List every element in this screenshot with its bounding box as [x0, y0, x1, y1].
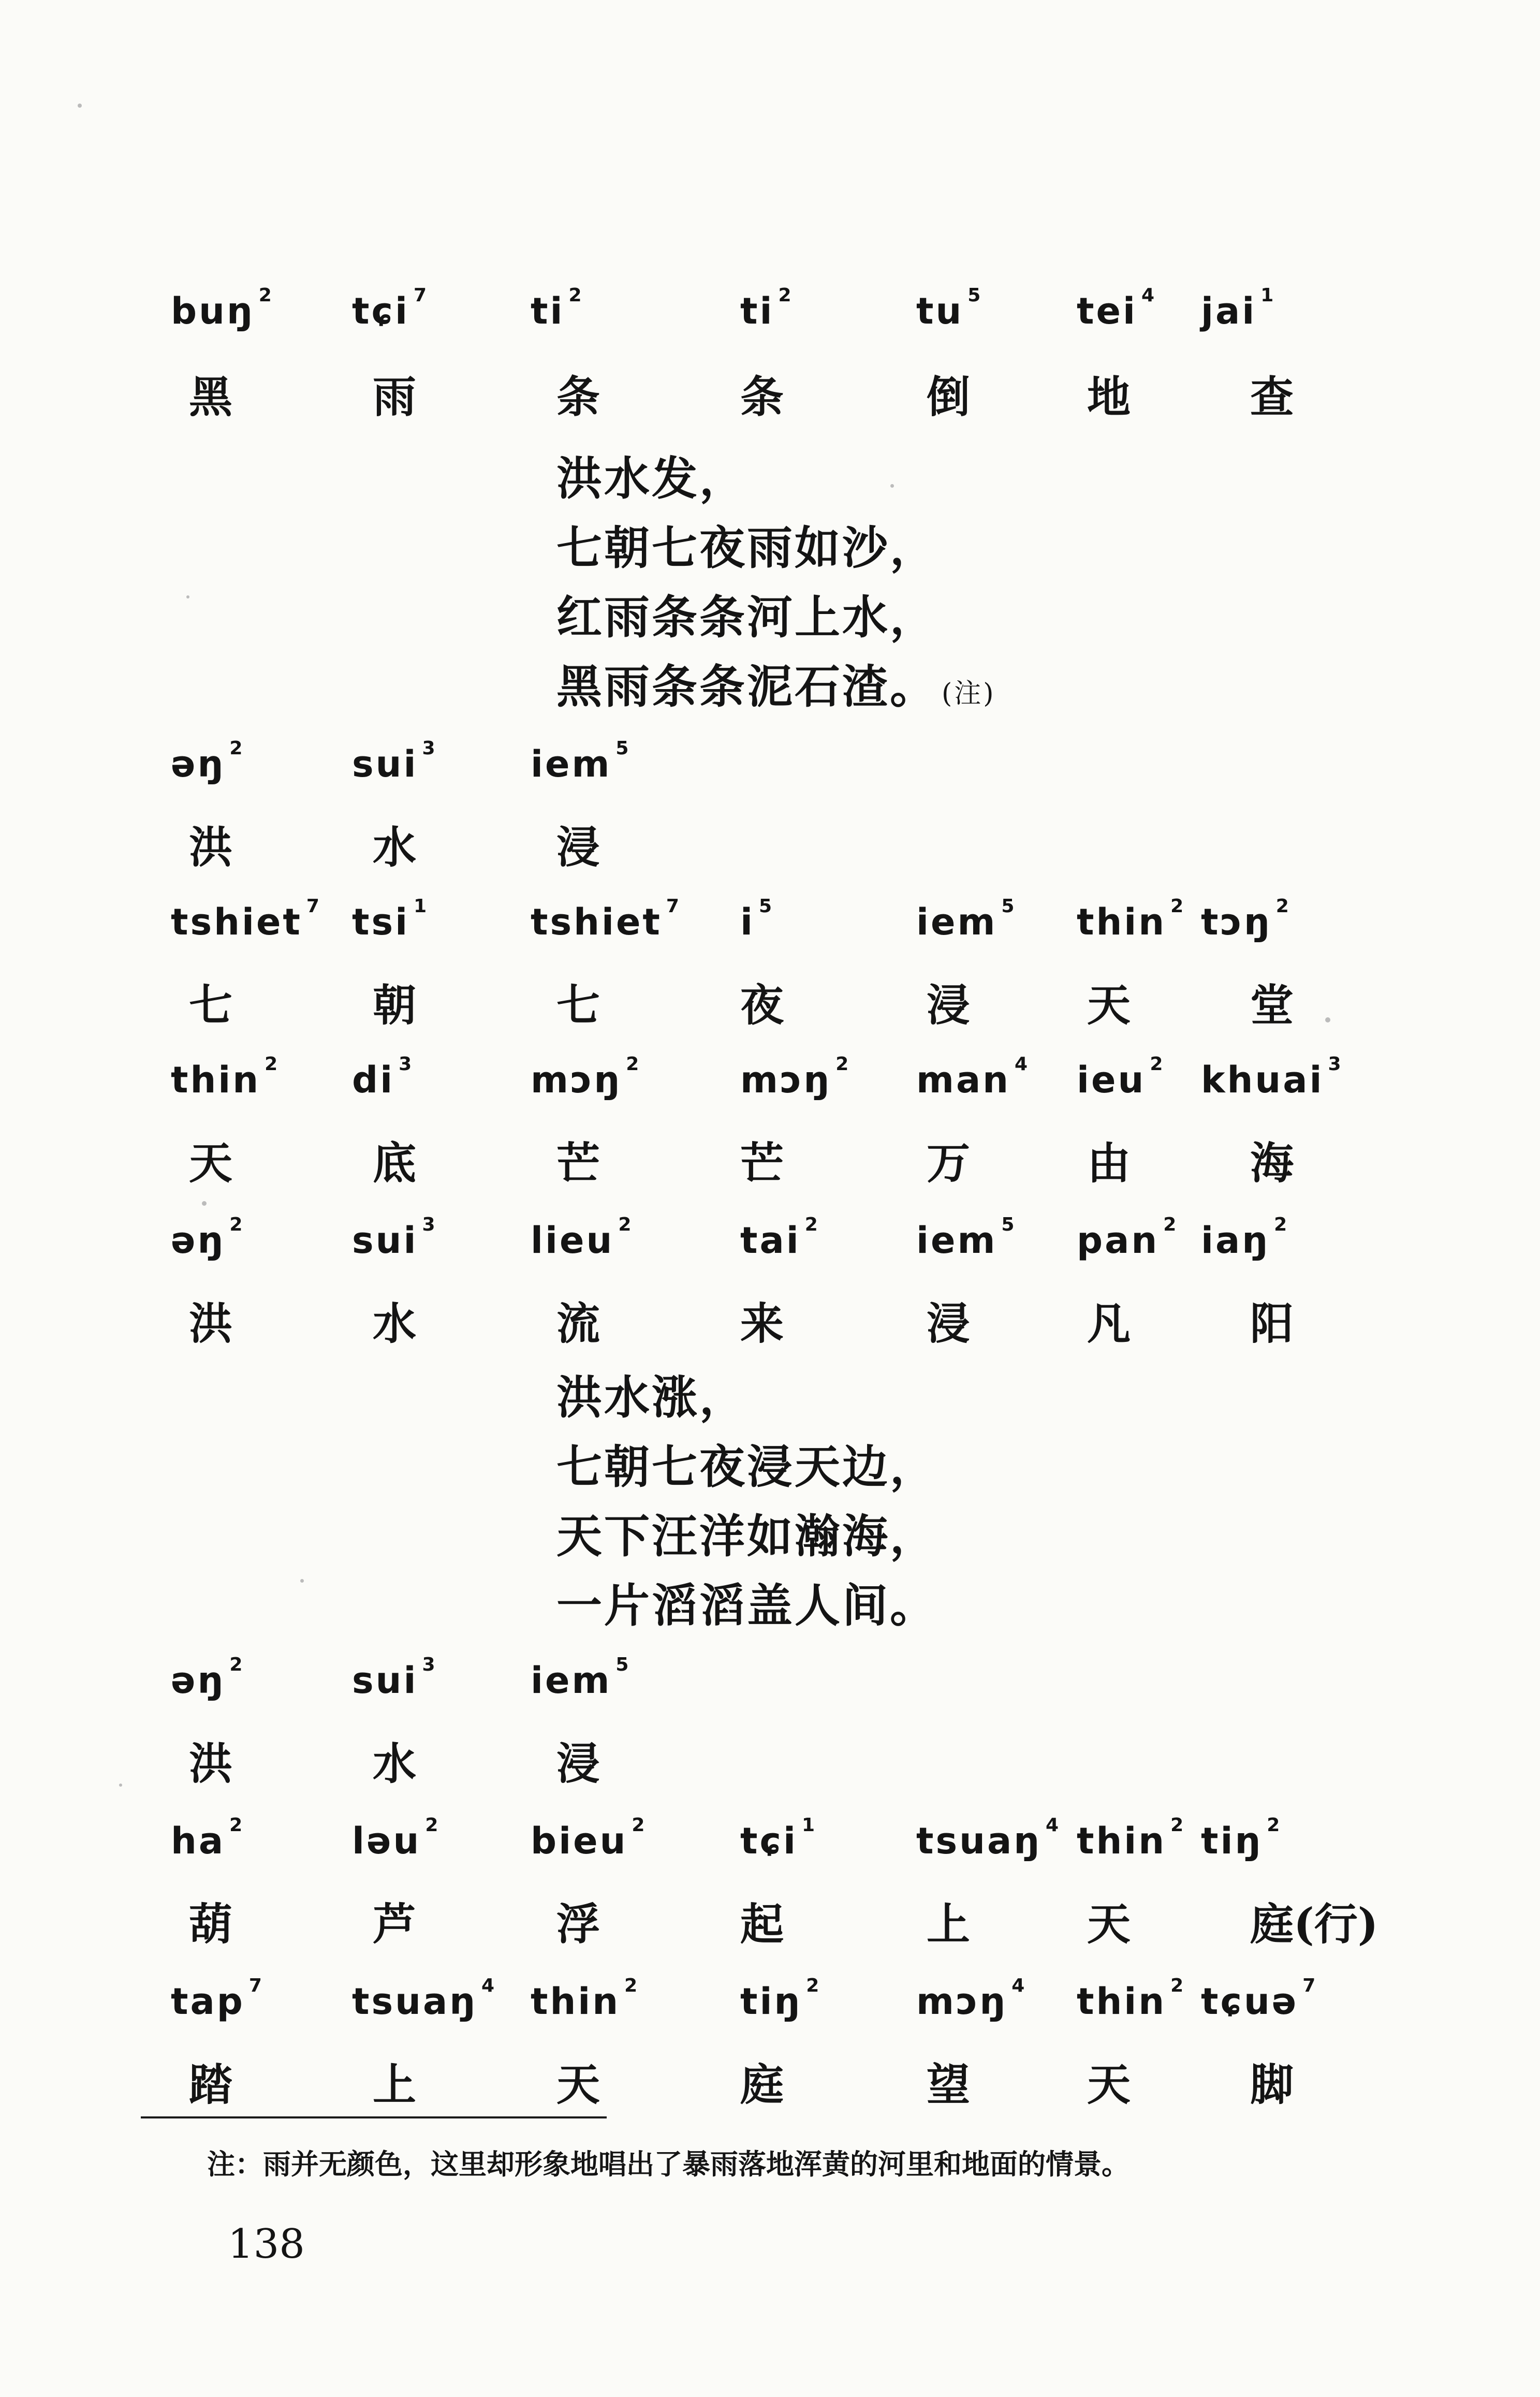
- hanzi-character: 来: [740, 1298, 784, 1349]
- scan-speck: [1325, 1017, 1330, 1022]
- syllable-text: thin: [171, 1059, 261, 1101]
- romanized-syllable: [740, 896, 774, 943]
- syllable-text: khuai: [1201, 1059, 1324, 1101]
- hanzi-character: 洪: [189, 822, 233, 873]
- romanized-syllable: [531, 896, 681, 943]
- footnote-divider: [141, 2116, 607, 2118]
- romanized-syllable: [171, 1654, 245, 1702]
- syllable-text: sui: [352, 1219, 418, 1262]
- scan-speck: [119, 1784, 122, 1787]
- syllable-text: sui: [352, 743, 418, 785]
- tone-number: 2: [1150, 1054, 1165, 1075]
- tone-number: 5: [615, 1654, 631, 1675]
- tone-number: 3: [422, 1654, 437, 1675]
- romanized-syllable: [352, 1214, 437, 1262]
- verse-text: 洪水发，: [556, 451, 747, 505]
- romanized-syllable: [531, 1214, 634, 1262]
- syllable-text: əŋ: [171, 1659, 226, 1702]
- romanized-syllable: [1201, 1214, 1289, 1262]
- romanized-syllable: [1077, 1975, 1186, 2023]
- romanized-syllable: [1201, 1975, 1318, 2023]
- romanized-syllable: [1077, 285, 1156, 332]
- tone-number: 4: [1046, 1815, 1061, 1836]
- romanized-syllable: [1201, 896, 1291, 943]
- verse-line: [556, 1362, 747, 1427]
- hanzi-character: 天: [1087, 2059, 1131, 2110]
- hanzi-character: 芒: [740, 1137, 784, 1189]
- tone-number: 3: [1328, 1054, 1343, 1075]
- tone-number: 1: [414, 896, 429, 917]
- romanized-syllable: [352, 1654, 437, 1702]
- romanized-syllable: [171, 1815, 245, 1862]
- romanized-syllable: [1077, 896, 1186, 943]
- romanized-syllable: [531, 738, 631, 785]
- syllable-text: thin: [531, 1980, 621, 2023]
- tone-number: 4: [1015, 1054, 1030, 1075]
- hanzi-character: 雨: [373, 371, 417, 422]
- tone-number: 5: [759, 896, 774, 917]
- tone-number: 4: [1011, 1975, 1027, 1996]
- romanized-syllable: [740, 285, 794, 332]
- hanzi-character: 洪: [189, 1298, 233, 1349]
- syllable-text: ti: [740, 290, 774, 332]
- hanzi-character: 洪: [189, 1738, 233, 1789]
- syllable-text: tɔŋ: [1201, 901, 1272, 943]
- hanzi-character: 水: [373, 1738, 417, 1789]
- verse-text: 七朝七夜雨如沙，: [556, 521, 938, 575]
- hanzi-character: 庭: [740, 2059, 784, 2110]
- hanzi-character: 倒: [927, 371, 971, 422]
- scan-speck: [202, 1201, 207, 1206]
- romanized-syllable: [531, 1054, 641, 1101]
- hanzi-character: 万: [927, 1137, 971, 1189]
- footnote-reference: (注): [942, 678, 996, 709]
- tone-number: 4: [481, 1975, 497, 1996]
- romanized-syllable: [531, 1815, 647, 1862]
- hanzi-character: 芦: [373, 1898, 417, 1950]
- romanized-syllable: [531, 1654, 631, 1702]
- tone-number: 2: [618, 1214, 634, 1235]
- hanzi-character: 脚: [1250, 2059, 1294, 2110]
- tone-number: 2: [1267, 1815, 1282, 1836]
- syllable-text: tap: [171, 1980, 245, 2023]
- tone-number: 2: [1275, 896, 1291, 917]
- hanzi-character: 凡: [1087, 1298, 1131, 1349]
- tone-number: 2: [1170, 1815, 1186, 1836]
- syllable-text: iem: [916, 1219, 998, 1262]
- hanzi-character: 底: [373, 1137, 417, 1189]
- syllable-text: thin: [1077, 1980, 1167, 2023]
- tone-number: 2: [1163, 1214, 1179, 1235]
- hanzi-character: 踏: [189, 2059, 233, 2110]
- romanized-syllable: [1201, 1054, 1343, 1101]
- romanized-syllable: [916, 1815, 1061, 1862]
- hanzi-character: 浸: [927, 1298, 971, 1349]
- scan-speck: [890, 484, 894, 488]
- romanized-syllable: [1201, 285, 1276, 332]
- tone-number: 2: [804, 1214, 820, 1235]
- hanzi-character: 芒: [556, 1137, 600, 1189]
- hanzi-character: 天: [1087, 1898, 1131, 1950]
- hanzi-character: 流: [556, 1298, 600, 1349]
- hanzi-character: 堂: [1250, 980, 1294, 1031]
- syllable-text: tu: [916, 290, 964, 332]
- romanized-syllable: [352, 1975, 497, 2023]
- verse-text: 红雨条条河上水，: [556, 590, 938, 644]
- hanzi-character: 查: [1250, 371, 1294, 422]
- syllable-text: tai: [740, 1219, 801, 1262]
- hanzi-character: 由: [1087, 1137, 1131, 1189]
- syllable-text: ha: [171, 1820, 226, 1862]
- syllable-text: iem: [531, 1659, 612, 1702]
- romanized-syllable: [171, 1054, 280, 1101]
- verse-line: [556, 1570, 937, 1635]
- scan-speck: [186, 595, 189, 598]
- tone-number: 2: [1170, 896, 1186, 917]
- verse-line: [556, 1500, 937, 1566]
- syllable-text: man: [916, 1059, 1011, 1101]
- tone-number: 2: [835, 1054, 851, 1075]
- syllable-text: bieu: [531, 1820, 628, 1862]
- verse-line: [556, 443, 747, 508]
- tone-number: 5: [1001, 896, 1017, 917]
- tone-number: 3: [422, 738, 437, 759]
- hanzi-character: 七: [556, 980, 600, 1031]
- syllable-text: ti: [531, 290, 565, 332]
- hanzi-character: 夜: [740, 980, 784, 1031]
- syllable-text: tɕi: [740, 1820, 798, 1862]
- syllable-text: di: [352, 1059, 395, 1101]
- verse-text: 黑雨条条泥石渣。: [556, 660, 938, 713]
- syllable-text: mɔŋ: [740, 1059, 832, 1101]
- hanzi-character: 水: [373, 822, 417, 873]
- syllable-text: tsi: [352, 901, 410, 943]
- syllable-text: sui: [352, 1659, 418, 1702]
- hanzi-character: 条: [556, 371, 600, 422]
- hanzi-character: 浸: [556, 822, 600, 873]
- syllable-text: tiŋ: [1201, 1820, 1263, 1862]
- syllable-text: mɔŋ: [916, 1980, 1008, 2023]
- romanized-syllable: [916, 1214, 1017, 1262]
- tone-number: 2: [632, 1815, 647, 1836]
- syllable-text: tshiet: [531, 901, 662, 943]
- romanized-syllable: [916, 1975, 1027, 2023]
- hanzi-character: 七: [189, 980, 233, 1031]
- romanized-syllable: [171, 896, 321, 943]
- syllable-text: iem: [531, 743, 612, 785]
- romanized-syllable: [352, 738, 437, 785]
- tone-number: 5: [1001, 1214, 1017, 1235]
- syllable-text: pan: [1077, 1219, 1160, 1262]
- romanized-syllable: [352, 896, 429, 943]
- romanized-syllable: [352, 285, 429, 332]
- tone-number: 7: [413, 285, 429, 306]
- romanized-syllable: [740, 1214, 820, 1262]
- syllable-text: tsuaŋ: [916, 1820, 1042, 1862]
- romanized-syllable: [740, 1054, 851, 1101]
- hanzi-character: 阳: [1250, 1298, 1294, 1349]
- romanized-syllable: [1077, 1815, 1186, 1862]
- hanzi-character: 浮: [556, 1898, 600, 1950]
- romanized-syllable: [1201, 1815, 1282, 1862]
- syllable-text: iem: [916, 901, 998, 943]
- hanzi-character: 地: [1087, 371, 1131, 422]
- tone-number: 2: [229, 1815, 245, 1836]
- romanized-syllable: [740, 1815, 817, 1862]
- verse-line: [556, 512, 937, 577]
- page-number: 138: [228, 2221, 305, 2268]
- hanzi-character: 天: [556, 2059, 600, 2110]
- romanized-syllable: [1077, 1214, 1179, 1262]
- romanized-syllable: [916, 1054, 1030, 1101]
- hanzi-character: 条: [740, 371, 784, 422]
- romanized-syllable: [171, 285, 274, 332]
- verse-text: 一片滔滔盖人间。: [556, 1578, 938, 1632]
- verse-text: 洪水涨，: [556, 1370, 747, 1424]
- tone-number: 2: [265, 1054, 280, 1075]
- syllable-text: i: [740, 901, 755, 943]
- hanzi-character: 葫: [189, 1898, 233, 1950]
- syllable-text: thin: [1077, 901, 1167, 943]
- tone-number: 2: [1274, 1214, 1289, 1235]
- tone-number: 2: [1170, 1975, 1186, 1996]
- hanzi-character: 浸: [556, 1738, 600, 1789]
- syllable-text: lieu: [531, 1219, 614, 1262]
- syllable-text: tɕuə: [1201, 1980, 1299, 2023]
- syllable-text: iaŋ: [1201, 1219, 1270, 1262]
- hanzi-character: 上: [373, 2059, 417, 2110]
- romanized-syllable: [352, 1054, 414, 1101]
- romanized-syllable: [171, 738, 245, 785]
- syllable-text: thin: [1077, 1820, 1167, 1862]
- syllable-text: tɕi: [352, 290, 409, 332]
- verse-text: 七朝七夜浸天边，: [556, 1440, 938, 1494]
- syllable-text: ləu: [352, 1820, 421, 1862]
- tone-number: 7: [1302, 1975, 1318, 1996]
- footnote: 注：雨并无颜色，这里却形象地唱出了暴雨落地浑黄的河里和地面的情景。: [207, 2147, 1130, 2181]
- syllable-text: tiŋ: [740, 1980, 802, 2023]
- tone-number: 2: [624, 1975, 640, 1996]
- tone-number: 5: [615, 738, 631, 759]
- syllable-text: buŋ: [171, 290, 255, 332]
- hanzi-character: 朝: [373, 980, 417, 1031]
- hanzi-character: 天: [1087, 980, 1131, 1031]
- syllable-text: mɔŋ: [531, 1059, 622, 1101]
- tone-number: 5: [967, 285, 983, 306]
- tone-number: 1: [801, 1815, 817, 1836]
- hanzi-character: 起: [740, 1898, 784, 1950]
- romanized-syllable: [531, 1975, 640, 2023]
- tone-number: 2: [229, 1654, 245, 1675]
- verse-text: 天下汪洋如瀚海，: [556, 1509, 938, 1563]
- syllable-text: əŋ: [171, 1219, 226, 1262]
- scan-speck: [78, 104, 82, 108]
- tone-number: 2: [568, 285, 584, 306]
- hanzi-character: 望: [927, 2059, 971, 2110]
- hanzi-character: 海: [1250, 1137, 1294, 1189]
- scan-speck: [300, 1579, 304, 1583]
- hanzi-character: 水: [373, 1298, 417, 1349]
- tone-number: 2: [229, 1214, 245, 1235]
- romanized-syllable: [740, 1975, 822, 2023]
- tone-number: 3: [422, 1214, 437, 1235]
- hanzi-character: 天: [189, 1137, 233, 1189]
- syllable-text: tsuaŋ: [352, 1980, 478, 2023]
- syllable-text: jai: [1201, 290, 1257, 332]
- syllable-text: tei: [1077, 290, 1137, 332]
- tone-number: 7: [248, 1975, 264, 1996]
- romanized-syllable: [916, 896, 1017, 943]
- romanized-syllable: [1077, 1054, 1165, 1101]
- tone-number: 2: [229, 738, 245, 759]
- tone-number: 2: [806, 1975, 822, 1996]
- syllable-text: əŋ: [171, 743, 226, 785]
- hanzi-character: 庭(行): [1250, 1898, 1378, 1950]
- tone-number: 7: [666, 896, 681, 917]
- romanized-syllable: [171, 1975, 264, 2023]
- verse-line: [556, 651, 996, 716]
- hanzi-character: 上: [927, 1898, 971, 1950]
- tone-number: 4: [1141, 285, 1156, 306]
- hanzi-character: 黑: [189, 371, 233, 422]
- syllable-text: ieu: [1077, 1059, 1146, 1101]
- syllable-text: tshiet: [171, 901, 302, 943]
- tone-number: 7: [306, 896, 321, 917]
- romanized-syllable: [916, 285, 983, 332]
- tone-number: 2: [425, 1815, 441, 1836]
- romanized-syllable: [352, 1815, 441, 1862]
- tone-number: 2: [778, 285, 794, 306]
- tone-number: 1: [1260, 285, 1276, 306]
- romanized-syllable: [171, 1214, 245, 1262]
- tone-number: 3: [399, 1054, 414, 1075]
- romanized-syllable: [531, 285, 584, 332]
- hanzi-character: 浸: [927, 980, 971, 1031]
- verse-line: [556, 1431, 937, 1496]
- tone-number: 2: [626, 1054, 641, 1075]
- verse-line: [556, 581, 937, 647]
- tone-number: 2: [258, 285, 274, 306]
